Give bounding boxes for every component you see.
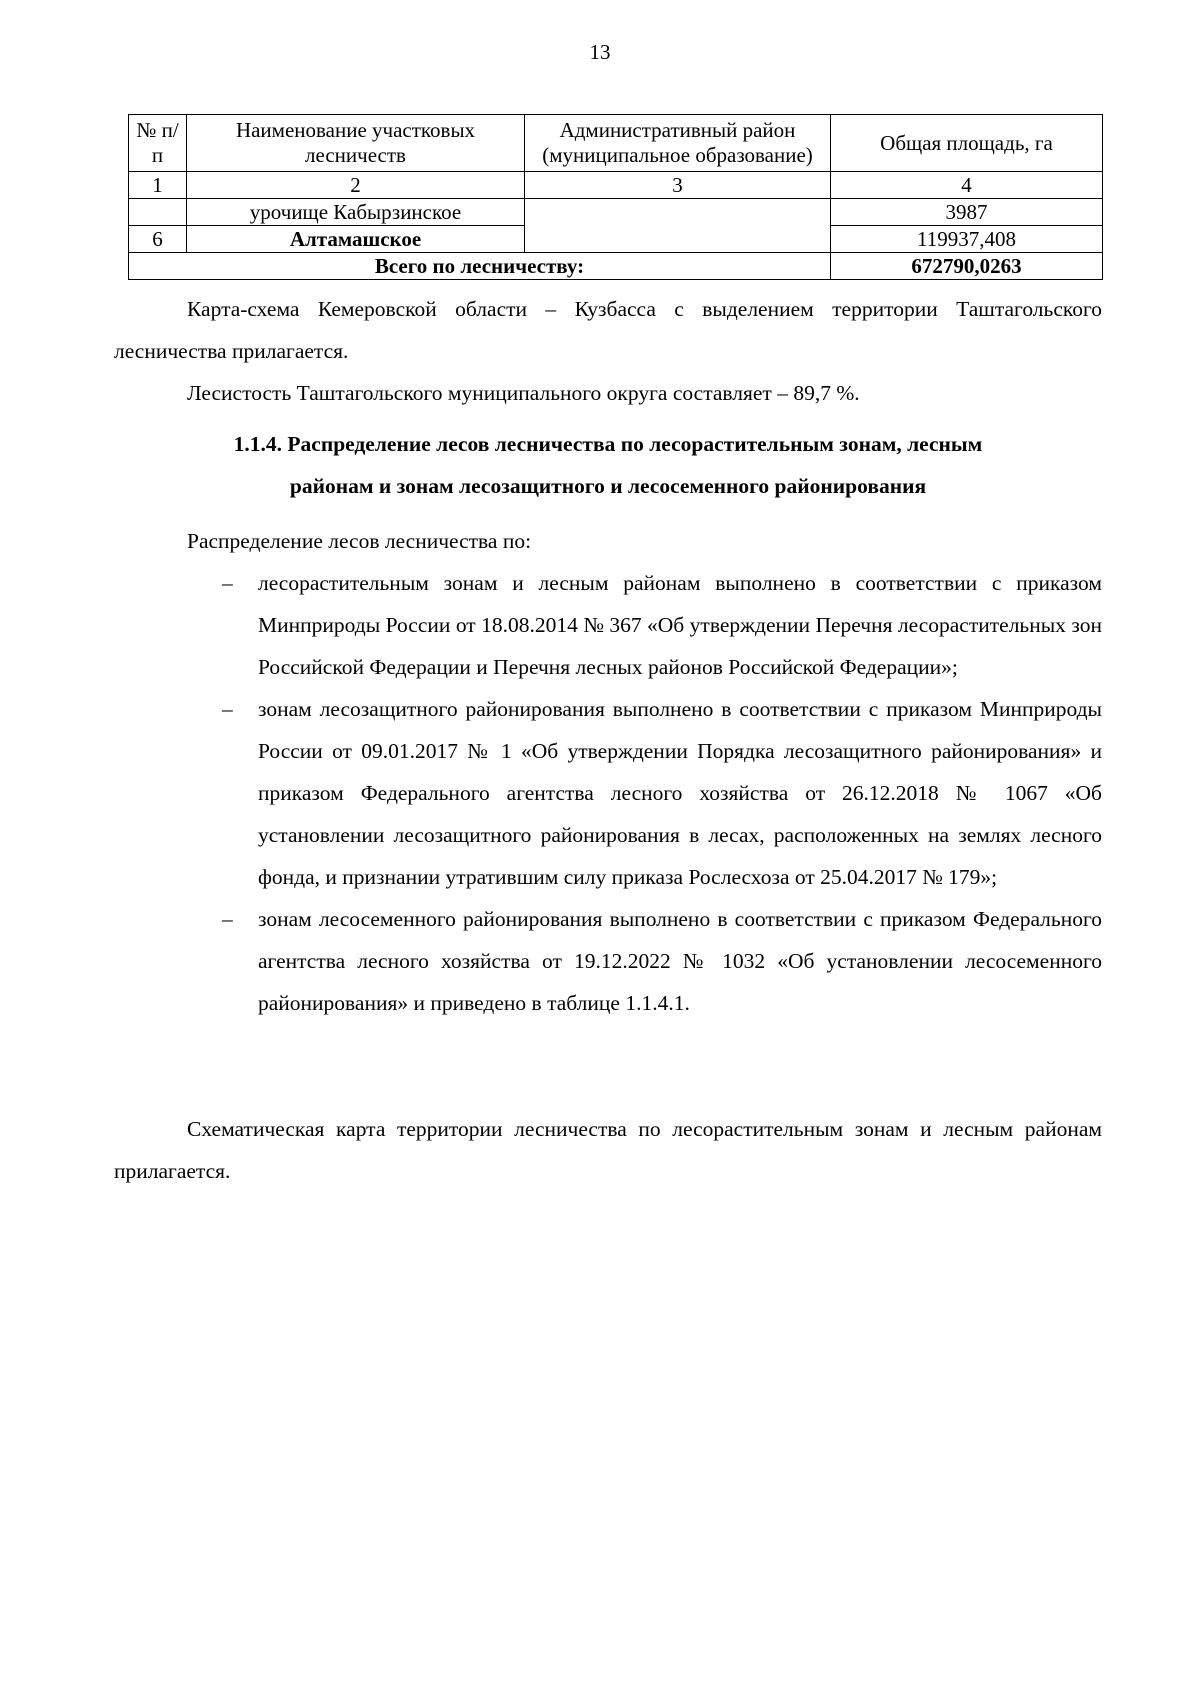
dash-bullet: – — [222, 907, 233, 931]
row-area-cell: 119937,408 — [831, 226, 1103, 253]
header-district: Административный район (муниципальное образование) — [525, 115, 831, 172]
header-name: Наименование участковых лесничеств — [187, 115, 525, 172]
list-item — [114, 688, 1102, 898]
row-number-cell — [129, 199, 187, 226]
section-heading-line: 1.1.4. Распределение лесов лесничества по лесорастительным зонам, лесным — [233, 432, 983, 456]
map-scheme-paragraph: Карта-схема Кемеровской области – Кузбасса с выделением территории Таштагольского лесничества прилагается. — [114, 297, 1102, 363]
row-area-cell: 3987 — [831, 199, 1103, 226]
section-heading-line: районам и зонам лесозащитного и лесосеменного районирования — [289, 474, 927, 498]
list-item-text: зонам лесосеменного районирования выполнено в соответствии с приказом Федерального агентства лесного хозяйства от 19.12.2022 № 1032 «Об установлении лесосеменного районирования» и приведено в таблице 1.1.4.1. — [258, 907, 1102, 1015]
header-area: Общая площадь, га — [831, 115, 1103, 172]
dash-bullet: – — [222, 697, 233, 721]
row-number-cell: 6 — [129, 226, 187, 253]
list-item-text: зонам лесозащитного районирования выполнено в соответствии с приказом Минприроды России от 09.01.2017 № 1 «Об утверждении Порядка лесозащитного районирования» и приказом Федерального агентства лесного хозяйства от 26.12.2018 № 1067 «Об установлении лесозащитного районирования в лесах, расположенных на землях лесного фонда, и признании утратившим силу приказа Рослесхоза от 25.04.2017 № 179»; — [258, 697, 1102, 889]
row-name-cell: урочище Кабырзинское — [187, 199, 525, 226]
closing-paragraph: Схематическая карта территории лесничества по лесорастительным зонам и лесным районам прилагается. — [114, 1117, 1102, 1183]
column-number: 1 — [129, 172, 187, 199]
column-number: 2 — [187, 172, 525, 199]
list-item — [114, 562, 1102, 688]
table-header-row — [129, 115, 1103, 172]
column-number: 3 — [525, 172, 831, 199]
intro-paragraph: Распределение лесов лесничества по: — [187, 529, 532, 553]
total-label: Всего по лесничеству: — [129, 253, 831, 280]
list-item-text: лесорастительным зонам и лесным районам выполнено в соответствии с приказом Минприроды России от 18.08.2014 № 367 «Об утверждении Перечня лесорастительных зон Российской Федерации и Перечня лесных районов Российской Федерации»; — [258, 571, 1102, 679]
row-district-cell — [525, 199, 831, 253]
total-value: 672790,0263 — [831, 253, 1103, 280]
row-name-cell: Алтамашское — [187, 226, 525, 253]
dash-bullet: – — [222, 571, 233, 595]
table-total-row — [129, 253, 1103, 280]
section-heading — [114, 423, 1102, 507]
header-number: № п/п — [129, 115, 187, 172]
distribution-list — [114, 562, 1102, 1024]
forest-cover-paragraph: Лесистость Таштагольского муниципального округа составляет – 89,7 %. — [187, 381, 860, 405]
table-row — [129, 199, 1103, 226]
page-number: 13 — [589, 40, 611, 64]
list-item — [114, 898, 1102, 1024]
forestry-area-table — [128, 114, 1103, 280]
column-number: 4 — [831, 172, 1103, 199]
column-number-row — [129, 172, 1103, 199]
